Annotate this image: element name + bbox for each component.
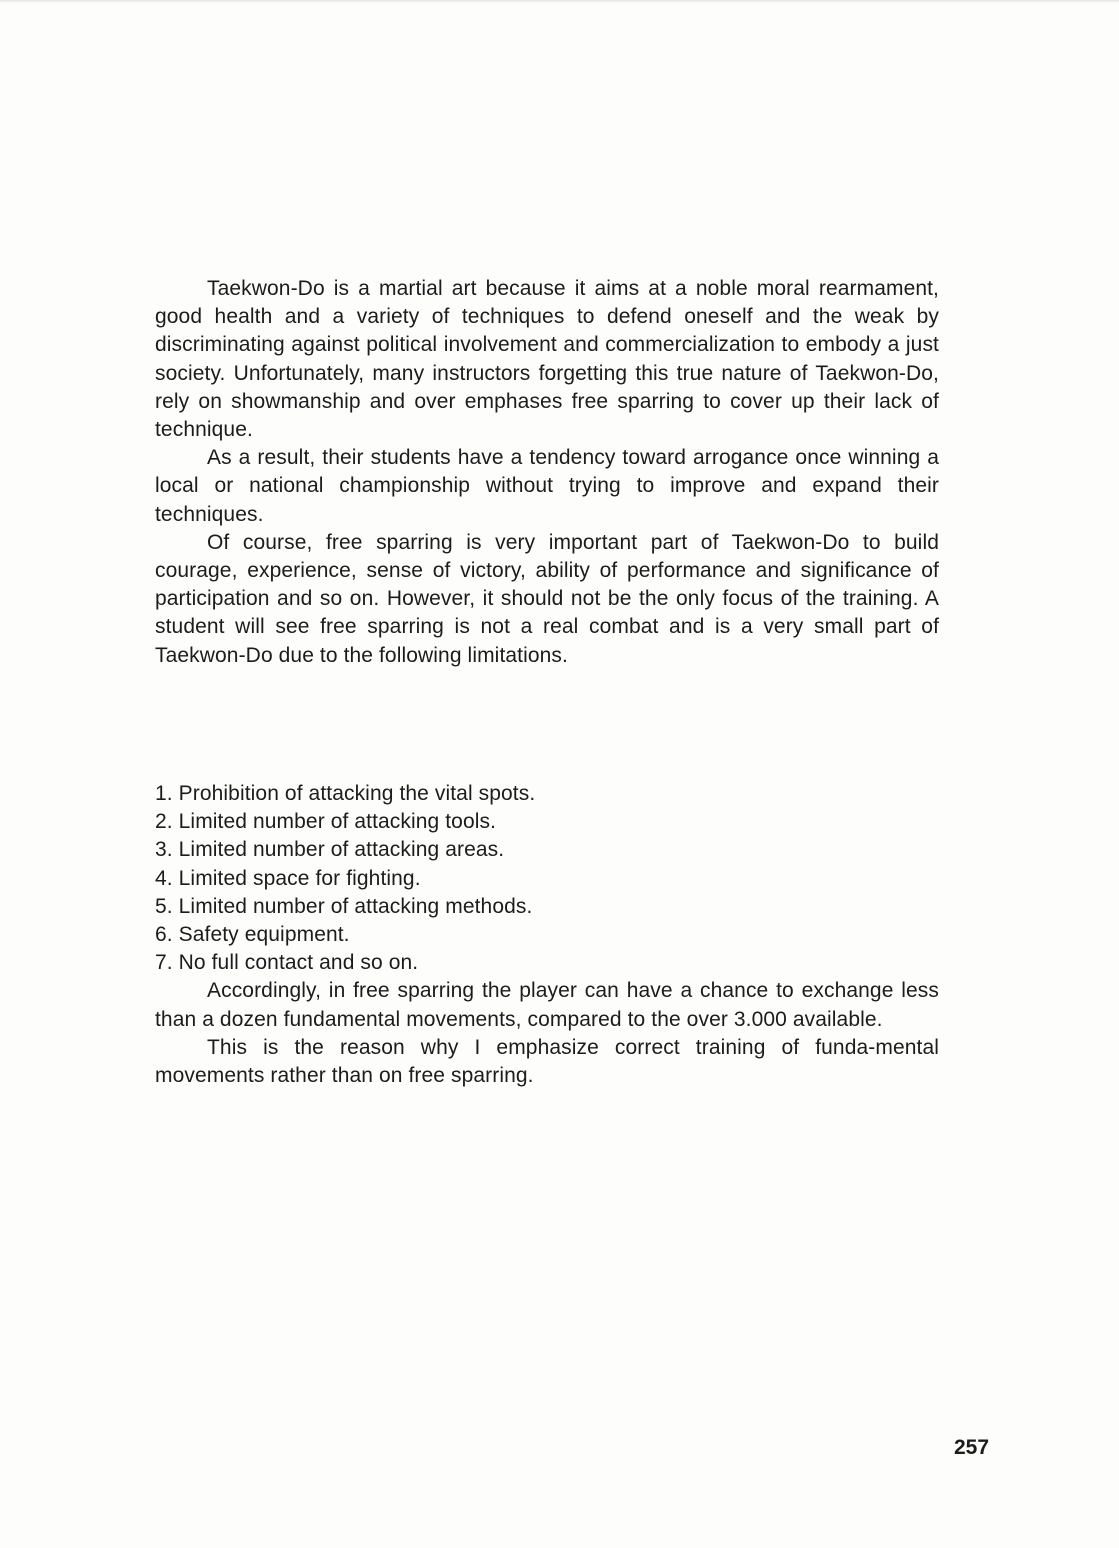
paragraph-arrogance: As a result, their students have a tendency toward arrogance once winning a local or national championship without trying to improve and expand their techniques.: [155, 446, 939, 526]
limitation-item: 5. Limited number of attacking methods.: [155, 894, 533, 918]
limitation-item: 3. Limited number of attacking areas.: [155, 838, 505, 862]
body-text-bottom: [155, 780, 939, 1090]
limitation-item: 2. Limited number of attacking tools.: [155, 810, 497, 834]
page-number: 257: [954, 1436, 990, 1459]
paragraph-accordingly: Accordingly, in free sparring the player can have a chance to exchange less than a dozen fundamental movements, compared to the over 3.000 available.: [155, 979, 939, 1031]
paragraph-martial-art-definition: Taekwon-Do is a martial art because it aims at a noble moral rearmament, good health and a variety of techniques to defend oneself and the weak by discriminating against political involvement and commercialization to embody a just society. Unfortunately, many instructors forgetting this true nature of Taekwon-Do, rely on showmanship and over emphases free sparring to cover up their lack of technique.: [155, 277, 939, 442]
page-edge: [0, 0, 1119, 3]
paragraph-free-sparring-importance: Of course, free sparring is very important part of Taekwon-Do to build courage, experience, sense of victory, ability of performance and significance of participation and so on. However, it should not be the only focus of the training. A student will see free sparring is not a real combat and is a very small part of Taekwon-Do due to the following limitations.: [155, 530, 939, 667]
limitation-item: 6. Safety equipment.: [155, 923, 350, 947]
paragraph-emphasis-reason: This is the reason why I emphasize correct training of funda-mental movements rather than on free sparring.: [155, 1035, 939, 1088]
limitations-list: [155, 780, 939, 977]
limitation-item: 4. Limited space for fighting.: [155, 866, 421, 890]
limitation-item: 7. No full contact and so on.: [155, 951, 419, 975]
body-text-top: [155, 275, 939, 670]
limitation-item: 1. Prohibition of attacking the vital spots.: [155, 782, 536, 805]
